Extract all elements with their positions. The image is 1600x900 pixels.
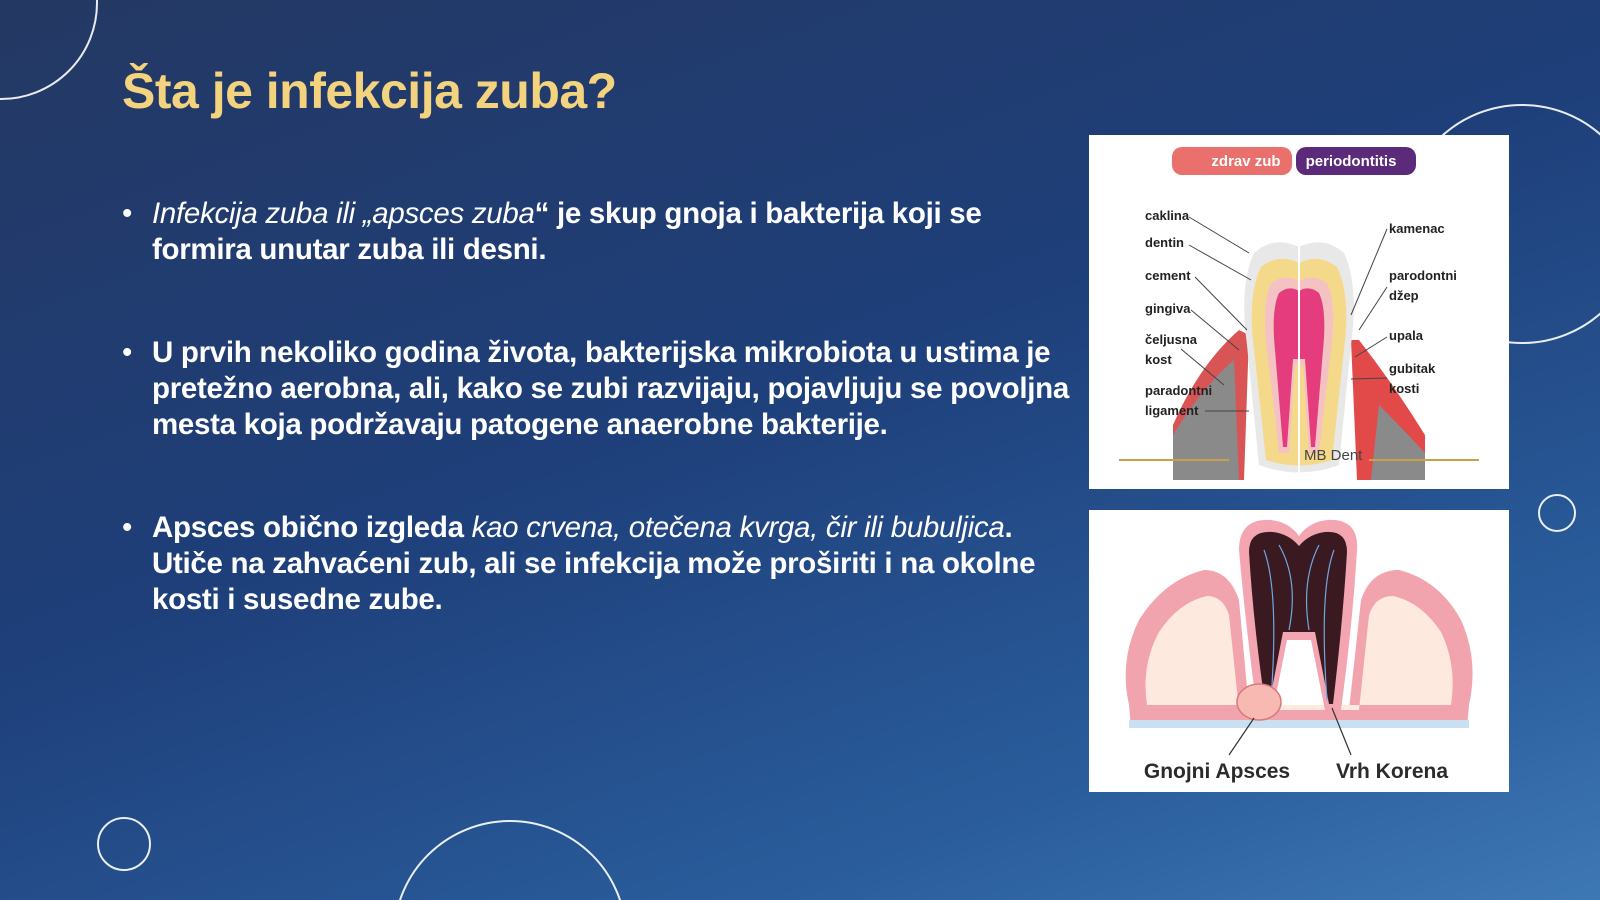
tooth-pulp-dark	[1249, 532, 1347, 704]
label-jaw-bone-2: kost	[1145, 352, 1172, 367]
label-bone-loss-2: kosti	[1389, 381, 1420, 396]
label-tartar: kamenac	[1389, 221, 1445, 236]
bullet-item-2	[122, 335, 1082, 443]
watermark: MB Dent	[1304, 447, 1363, 464]
label-inflammation: upala	[1389, 328, 1423, 343]
decor-circle-bottom-left	[97, 817, 151, 871]
label-pocket-1: parodontni	[1389, 268, 1457, 283]
bullet-item-1	[122, 196, 1082, 268]
bullet-item-3	[122, 510, 1082, 618]
label-pocket-2: džep	[1389, 288, 1419, 303]
bullet-1-italic: Infekcija zuba ili „apsces zuba	[152, 197, 535, 230]
label-enamel: caklina	[1145, 208, 1190, 223]
bullet-list	[122, 196, 1082, 618]
decor-circle-bottom-center	[393, 820, 627, 900]
bullet-3-italic: kao crvena, otečena kvrga, čir ili bubuljica	[471, 511, 1005, 544]
label-abscess: Gnojni Apsces	[1143, 760, 1291, 783]
label-dentin: dentin	[1145, 235, 1184, 250]
bullet-3-text-after: . Utiče na zahvaćeni zub, ali se infekcija može proširiti i na okolne kosti i susedne zube.	[152, 511, 1036, 616]
bullet-3-text-before: Apsces obično izgleda	[152, 511, 472, 544]
label-bone-loss-1: gubitak	[1389, 361, 1436, 376]
bullet-2-text: U prvih nekoliko godina života, bakterijska mikrobiota u ustima je pretežno aerobna, ali, kako se zubi razvijaju, pojavljuju se povoljna mesta koja podržavaju patogene anaerobne bakterije.	[152, 336, 1070, 441]
label-cement: cement	[1145, 268, 1191, 283]
abscess	[1237, 684, 1281, 720]
tooth-anatomy-graphic	[1089, 135, 1509, 489]
tooth-abscess-diagram	[1089, 510, 1509, 792]
decor-circle-top-left	[0, 0, 98, 100]
label-ligament-1: paradontni	[1145, 383, 1213, 398]
tooth-anatomy-diagram	[1089, 135, 1509, 489]
label-jaw-bone-1: čeljusna	[1145, 332, 1198, 347]
tab-disease-label: periodontitis	[1305, 153, 1397, 170]
label-gingiva: gingiva	[1145, 301, 1191, 316]
slide-title: Šta je infekcija zuba?	[122, 63, 617, 119]
label-ligament-2: ligament	[1145, 403, 1199, 418]
decor-circle-right-small	[1538, 494, 1576, 532]
tab-healthy-label: zdrav zub	[1211, 153, 1281, 170]
bone-line	[1129, 720, 1469, 728]
tooth-abscess-graphic	[1089, 510, 1509, 792]
label-root-tip: Vrh Korena	[1335, 760, 1449, 783]
bullet-1-text: “ je skup gnoja i bakterija koji se formira unutar zuba ili desni.	[152, 197, 982, 266]
